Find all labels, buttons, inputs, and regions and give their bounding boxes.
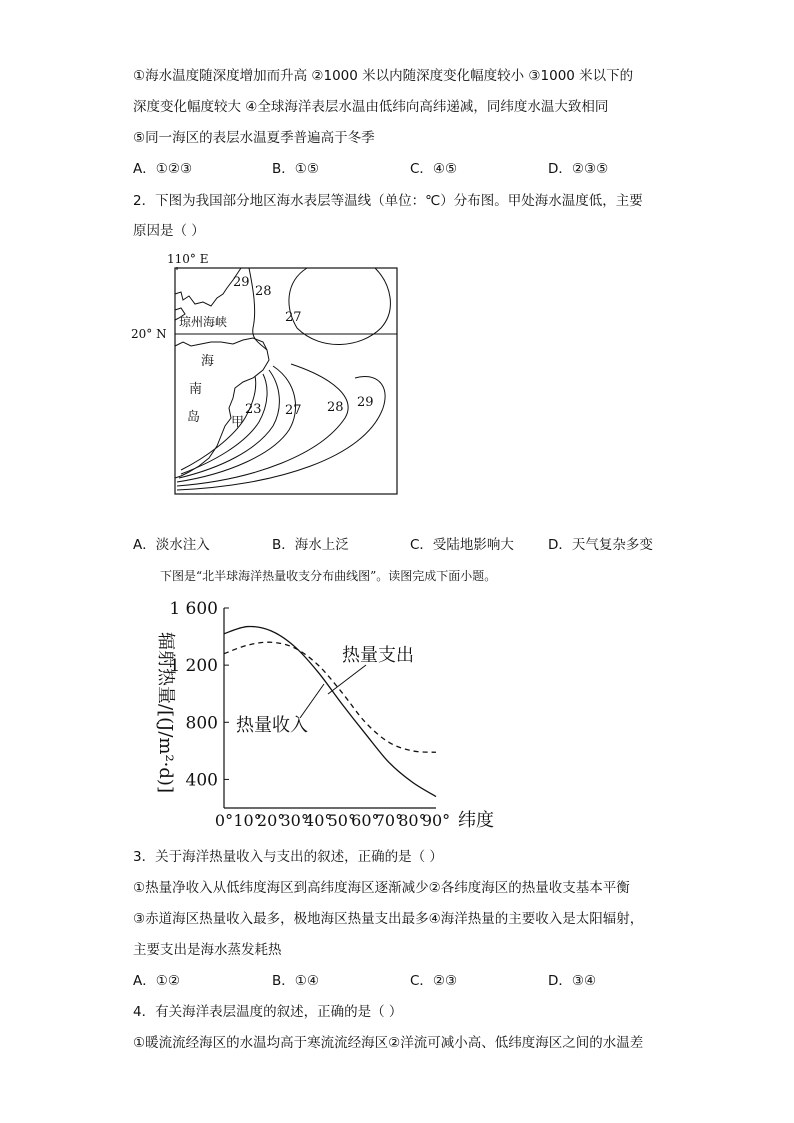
q1-option-d[interactable]: D．②③⑤ — [548, 161, 609, 177]
isotherm-28-lower — [177, 364, 348, 486]
y-tick-label: 800 — [185, 713, 218, 734]
y-tick-label: 1 600 — [169, 599, 218, 619]
point-jia-label: 甲 — [231, 415, 245, 430]
x-tick-label: 60° — [351, 811, 380, 830]
x-tick-label: 40° — [304, 811, 333, 830]
x-tick-label: 0° — [214, 811, 234, 830]
map-frame — [175, 268, 397, 494]
q2-option-a[interactable]: A．淡水注入 — [133, 537, 210, 553]
isotherm-label-28: 28 — [327, 400, 344, 415]
q1-statement-line-2: 深度变化幅度较大 ④全球海洋表层水温由低纬向高纬递减，同纬度水温大致相同 — [133, 99, 609, 115]
x-tick-label: 80° — [398, 811, 427, 830]
q3-option-a[interactable]: A．①② — [133, 973, 180, 989]
isotherm-map — [125, 248, 415, 508]
q1-statement-line-1: ①海水温度随深度增加而升高 ②1000 米以内随深度变化幅度较小 ③1000 米以下的 — [133, 68, 634, 84]
isotherm-27-upper — [289, 268, 390, 345]
chart-intro: 下图是“北半球海洋热量收支分布曲线图”。读图完成下面小题。 — [160, 569, 497, 583]
q3-statement-line-2: ③赤道海区热量收入最多，极地海区热量支出最多④海洋热量的主要收入是太阳辐射， — [133, 911, 644, 927]
x-tick-label: 70° — [374, 811, 404, 830]
isotherm-label-29-top: 29 — [233, 275, 250, 290]
isotherm-28-upper — [249, 268, 267, 350]
legend-expenditure-pointer — [328, 665, 366, 694]
isotherm-label-28-top: 28 — [255, 284, 272, 299]
y-tick-label: 400 — [185, 770, 218, 791]
island-label-1: 海 — [201, 354, 215, 369]
q1-option-a[interactable]: A．①②③ — [133, 161, 193, 177]
q3-statement-line-1: ①热量净收入从低纬度海区到高纬度海区逐渐减少②各纬度海区的热量收支基本平衡 — [133, 880, 630, 896]
island-label-2: 南 — [189, 382, 203, 397]
q4-stem: 4．有关海洋表层温度的叙述，正确的是（ ） — [133, 1004, 403, 1020]
q2-option-c[interactable]: C．受陆地影响大 — [410, 537, 514, 553]
x-axis-label: 纬度 — [458, 810, 494, 831]
q3-option-d[interactable]: D．③④ — [548, 973, 597, 989]
q2-stem-line-2: 原因是（ ） — [133, 223, 205, 239]
isotherm-label-27: 27 — [285, 403, 302, 418]
q3-option-b[interactable]: B．①④ — [272, 973, 319, 989]
q2-option-b[interactable]: B．海水上泛 — [272, 537, 349, 553]
legend-income-pointer — [300, 684, 324, 718]
isotherm-label-27-top: 27 — [285, 310, 302, 325]
x-tick-label: 10° — [233, 811, 262, 830]
q4-statement-line-1: ①暖流流经海区的水温均高于寒流流经海区②洋流可减小高、低纬度海区之间的水温差 — [133, 1035, 644, 1051]
heat-budget-chart — [140, 592, 510, 842]
isotherm-29-lower — [177, 376, 385, 490]
y-tick-label: 1 200 — [169, 656, 218, 677]
isotherm-label-29: 29 — [357, 395, 374, 410]
isotherm-label-23: 23 — [245, 402, 262, 417]
legend-income: 热量收入 — [236, 715, 308, 736]
x-tick-label: 30° — [280, 811, 309, 830]
q2-option-d[interactable]: D．天气复杂多变 — [548, 537, 653, 553]
q1-option-b[interactable]: B．①⑤ — [272, 161, 319, 177]
q2-stem-line-1: 2．下图为我国部分地区海水表层等温线（单位：℃）分布图。甲处海水温度低，主要 — [133, 193, 643, 209]
y-axis-label: 辐射热量/[(J/m²·d)] — [155, 632, 176, 793]
x-tick-label: 20° — [256, 811, 286, 830]
q3-stem: 3．关于海洋热量收入与支出的叙述，正确的是（ ） — [133, 849, 443, 865]
latitude-label: 20° N — [131, 327, 167, 341]
island-label-3: 岛 — [187, 410, 201, 425]
x-tick-label: 50° — [327, 811, 356, 830]
q1-statement-line-3: ⑤同一海区的表层水温夏季普遍高于冬季 — [133, 130, 375, 146]
legend-expenditure: 热量支出 — [342, 645, 414, 666]
longitude-label: 110° E — [167, 252, 209, 266]
q3-statement-line-3: 主要支出是海水蒸发耗热 — [133, 942, 282, 958]
q1-option-c[interactable]: C．④⑤ — [410, 161, 458, 177]
mainland-coast — [175, 268, 241, 306]
q3-option-c[interactable]: C．②③ — [410, 973, 458, 989]
x-tick-label: 90° — [421, 811, 451, 830]
strait-label: 琼州海峡 — [179, 315, 228, 329]
